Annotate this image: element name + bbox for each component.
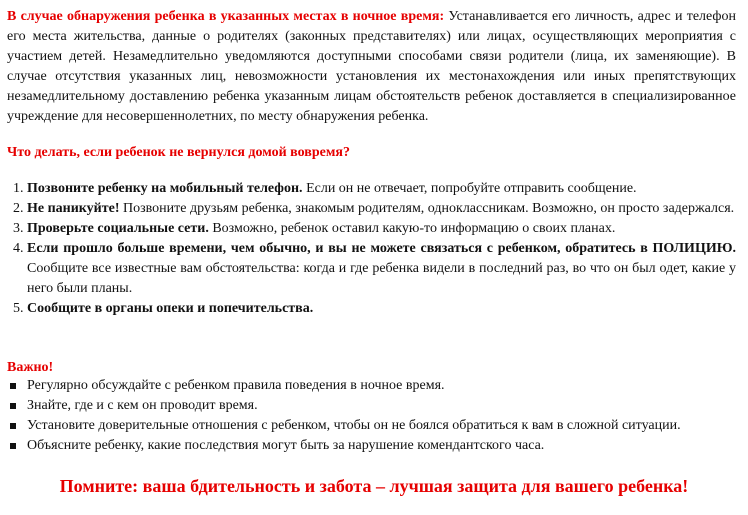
list-item (7, 436, 736, 456)
tip-text: Регулярно обсуждайте с ребенком правила поведения в ночное время. (27, 378, 445, 393)
tip-text: Установите доверительные отношения с ребенком, чтобы он не боялся обратиться к вам в сложной ситуации. (27, 418, 681, 433)
step-bold: Сообщите в органы опеки и попечительства. (27, 301, 314, 316)
intro-lead: В случае обнаружения ребенка в указанных местах в ночное время: (7, 9, 445, 24)
steps-heading: Что делать, если ребенок не вернулся домой вовремя? (7, 145, 350, 160)
step-text: Если он не отвечает, попробуйте отправить сообщение. (302, 181, 637, 196)
step-bold: Проверьте социальные сети. (27, 221, 209, 236)
steps-list (7, 179, 736, 319)
step-item (27, 239, 736, 299)
intro-paragraph (7, 7, 736, 127)
step-text: Сообщите все известные вам обстоятельства: когда и где ребенка видели в последний раз, во что он был одет, какие у него были планы. (27, 261, 736, 296)
square-bullet-icon (10, 403, 16, 409)
intro-text: Устанавливается его личность, адрес и телефон его места жительства, данные о родителях (законных представителях) или лицах, осуществляющих мероприятия с участием детей. Незамедлительно уведомляются доступными способами связи родители (лица, их заменяющие). В случае отсутствия указанных лиц, невозможности установления их местонахождения или иных препятствующих незамедлительному доставлению ребенка указанным лицам обстоятельств ребенок доставляется в специализированное учреждение для несовершеннолетних, по месту обнаружения ребенка. (7, 9, 736, 124)
important-title: Важно! (7, 360, 54, 375)
step-bold: Позвоните ребенку на мобильный телефон. (27, 181, 303, 196)
list-item (7, 376, 736, 396)
important-list (7, 376, 736, 456)
step-text: Возможно, ребенок оставил какую-то информацию о своих планах. (208, 221, 616, 236)
tip-text: Объясните ребенку, какие последствия могут быть за нарушение комендантского часа. (27, 438, 545, 453)
step-item (27, 219, 736, 239)
step-item (27, 179, 736, 199)
closing-slogan: Помните: ваша бдительность и забота – лучшая защита для вашего ребенка! (59, 476, 689, 496)
step-item (27, 299, 736, 319)
step-bold: Если прошло больше времени, чем обычно, и вы не можете связаться с ребенком, обратитесь в ПОЛИЦИЮ. (27, 241, 736, 256)
list-item (7, 396, 736, 416)
list-item (7, 416, 736, 436)
square-bullet-icon (10, 443, 16, 449)
square-bullet-icon (10, 383, 16, 389)
square-bullet-icon (10, 423, 16, 429)
step-text: Позвоните друзьям ребенка, знакомым родителям, одноклассникам. Возможно, он просто задержался. (119, 201, 735, 216)
step-bold: Не паникуйте! (27, 201, 120, 216)
tip-text: Знайте, где и с кем он проводит время. (27, 398, 258, 413)
step-item (27, 199, 736, 219)
